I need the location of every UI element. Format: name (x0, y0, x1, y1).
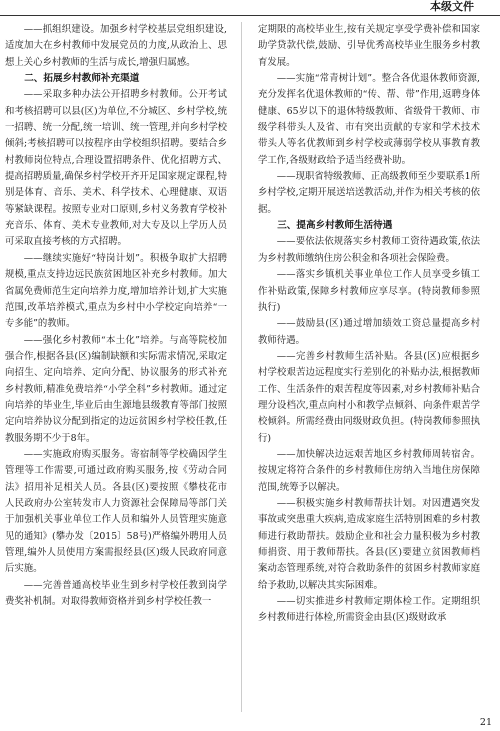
paragraph: ——要依法依规落实乡村教师工资待遇政策,依法为乡村教师缴纳住房公积金和各项社会保险费。 (258, 236, 480, 264)
paragraph: ——抓组织建设。加强乡村学校基层党组织建设,适度加大在乡村教师中发展党员的力度,从政治上、思想上关心乡村教师的生活与成长,增强归属感。 (5, 24, 227, 68)
section-label: 本级文件 (430, 0, 474, 13)
page-header (0, 0, 500, 16)
paragraph: ——落实乡镇机关事业单位工作人员享受乡镇工作补贴政策,保障乡村教师应享尽享。(特岗教师参照执行) (258, 269, 480, 313)
left-column (5, 22, 227, 610)
paragraph: ——强化乡村教师“本土化”培养。与高等院校加强合作,根据各县(区)编制缺额和实际需求情况,采取定向招生、定向培养、定向分配、协议服务的形式补充乡村教师,精准免费培养“小学全科”乡村教师。通过定向培养的毕业生,毕业后由生源地县级教育等部门按照定向培养协议分配到指定的边远贫困乡村学校任教,任教服务期不少于8年。 (5, 334, 227, 444)
paragraph: ——采取多种办法公开招聘乡村教师。公开考试和考核招聘可以县(区)为单位,不分城区、乡村学校,统一招聘、统一分配,统一培训、统一管理,并向乡村学校倾斜;考核招聘可以按程序由学校组织招聘。要结合乡村教师岗位特点,合理设置招聘条件、优化招聘方式、提高招聘质量,确保乡村学校开齐开足国家规定课程,特别是体育、音乐、美术、科学技术、心理健康、双语等紧缺课程。按照专业对口原则,乡村义务教育学校补充音乐、体育、美术专业教师,对大专及以上学历人员可采取直接考核的方式招聘。 (5, 89, 227, 248)
right-column (258, 22, 480, 627)
paragraph: ——继续实施好“特岗计划”。积极争取扩大招聘规模,重点支持边远民族贫困地区补充乡村教师。加大省属免费师范生定向培养力度,增加培养计划,扩大实施范围,改革培养模式,重点为乡村中小学校定向培养“一专多能”的教师。 (5, 252, 227, 330)
page-number: 21 (479, 717, 492, 728)
paragraph: 定期限的高校毕业生,按有关规定享受学费补偿和国家助学贷款代偿,鼓励、引导优秀高校毕业生服务乡村教育发展。 (258, 24, 480, 68)
paragraph: ——完善乡村教师生活补贴。各县(区)应根据乡村学校艰苦边远程度实行差别化的补贴办法,根据教师工作、生活条件的艰苦程度等因素,对乡村教师补贴合理分设档次,重点向村小和教学点倾斜、向条件艰苦学校倾斜。所需经费由同级财政负担。(特岗教师参照执行) (258, 350, 480, 444)
section-heading: 二、拓展乡村教师补充渠道 (24, 73, 140, 85)
paragraph: ——鼓励县(区)通过增加绩效工资总量提高乡村教师待遇。 (258, 318, 480, 346)
paragraph: ——实施“常青树计划”。整合各优退休教师资源,充分发挥名优退休教师的“传、帮、带”作用,返聘身体健康、65岁以下的退休特级教师、省级骨干教师、市级学科带头人及省、市有突出贡献的专家和学术技术带头人等名优教师到乡村学校或薄弱学校从事教育教学工作,各级财政给予适当经费补助。 (258, 73, 480, 166)
paragraph: ——完善普通高校毕业生到乡村学校任教到岗学费奖补机制。对取得教师资格并到乡村学校任教一 (5, 579, 227, 608)
paragraph: ——加快解决边远艰苦地区乡村教师周转宿舍。按规定将符合条件的乡村教师住房纳入当地住房保障范围,统筹予以解决。 (258, 448, 480, 493)
paragraph: ——切实推进乡村教师定期体检工作。定期组织乡村教师进行体检,所需资金由县(区)级财政承 (258, 596, 480, 624)
section-heading: 三、提高乡村教师生活待遇 (277, 220, 393, 232)
paragraph: ——实施政府购买服务。寄宿制等学校确因学生管理等工作需要,可通过政府购买服务,按《劳动合同法》招用补足相关人员。各县(区)要按照《攀枝花市人民政府办公室转发市人力资源社会保障局等部门关于加强机关事业单位工作人员和编外人员管理实施意见的通知》(攀办发〔2015〕58号)严格编外聘用人员管理,编外人员使用方案需报经县(区)级人民政府同意后实施。 (5, 448, 227, 575)
paragraph: ——积极实施乡村教师帮扶计划。对因遭遇突发事故或突患重大疾病,造成家庭生活特别困难的乡村教师进行救助帮扶。鼓励企业和社会力量积极为乡村教师捐资、用于教师帮扶。各县(区)要建立贫困教师档案动态管理系统,对符合救助条件的贫困乡村教师家庭给予救助,以解决其实际困难。 (258, 497, 480, 591)
paragraph: ——现职省特级教师、正高级教师至少要联系1所乡村学校,定期开展送培送教活动,并作为相关考核的依据。 (258, 171, 480, 215)
column-divider (241, 22, 242, 712)
